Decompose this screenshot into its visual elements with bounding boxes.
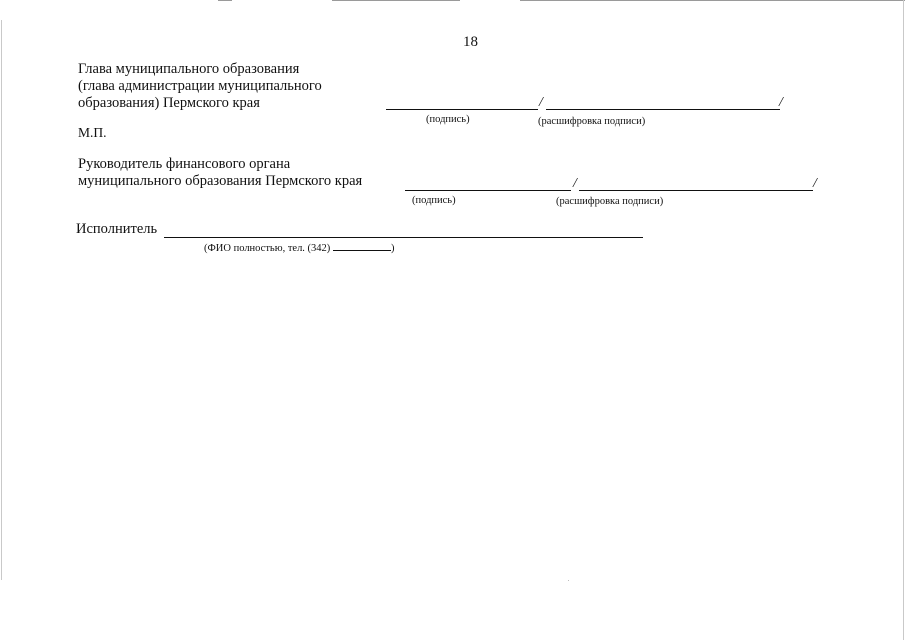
head-decoding-line[interactable]	[546, 109, 780, 110]
scan-artifact-top-left	[218, 0, 232, 1]
head-title-line-3: образования) Пермского края	[78, 95, 260, 111]
head-signature-line[interactable]	[386, 109, 538, 110]
executor-label: Исполнитель	[76, 221, 158, 237]
head-decoding-caption: (расшифровка подписи)	[538, 116, 646, 127]
finance-decoding-line[interactable]	[579, 190, 813, 191]
scan-artifact-speck	[568, 580, 569, 581]
finance-decoding-caption: (расшифровка подписи)	[556, 196, 664, 207]
finance-signature-separator: /	[573, 176, 577, 191]
executor-phone-blank[interactable]	[333, 241, 391, 251]
head-title-line-1: Глава муниципального образования	[78, 61, 300, 77]
head-signature-caption: (подпись)	[426, 114, 470, 125]
executor-name-line[interactable]	[164, 237, 643, 238]
executor-caption-suffix: )	[390, 243, 395, 254]
finance-title-block	[78, 156, 362, 190]
scan-artifact-left-edge	[1, 20, 2, 580]
seal-placeholder: М.П.	[78, 125, 107, 140]
finance-decoding-end: /	[813, 176, 817, 191]
head-title-line-2: (глава администрации муниципального	[78, 78, 322, 94]
scan-artifact-top-right	[520, 0, 905, 1]
head-title-block	[78, 61, 322, 112]
scan-artifact-right-edge	[903, 0, 904, 640]
finance-signature-line[interactable]	[405, 190, 571, 191]
head-signature-separator: /	[539, 95, 543, 110]
finance-title-line-1: Руководитель финансового органа	[78, 156, 291, 172]
executor-caption-prefix: (ФИО полностью, тел. (342)	[204, 243, 331, 254]
scan-artifact-top-middle	[332, 0, 460, 1]
head-decoding-end: /	[779, 95, 783, 110]
page-number: 18	[463, 34, 478, 50]
finance-title-line-2: муниципального образования Пермского края	[78, 173, 363, 189]
executor-caption	[204, 241, 394, 255]
finance-signature-caption: (подпись)	[412, 195, 456, 206]
